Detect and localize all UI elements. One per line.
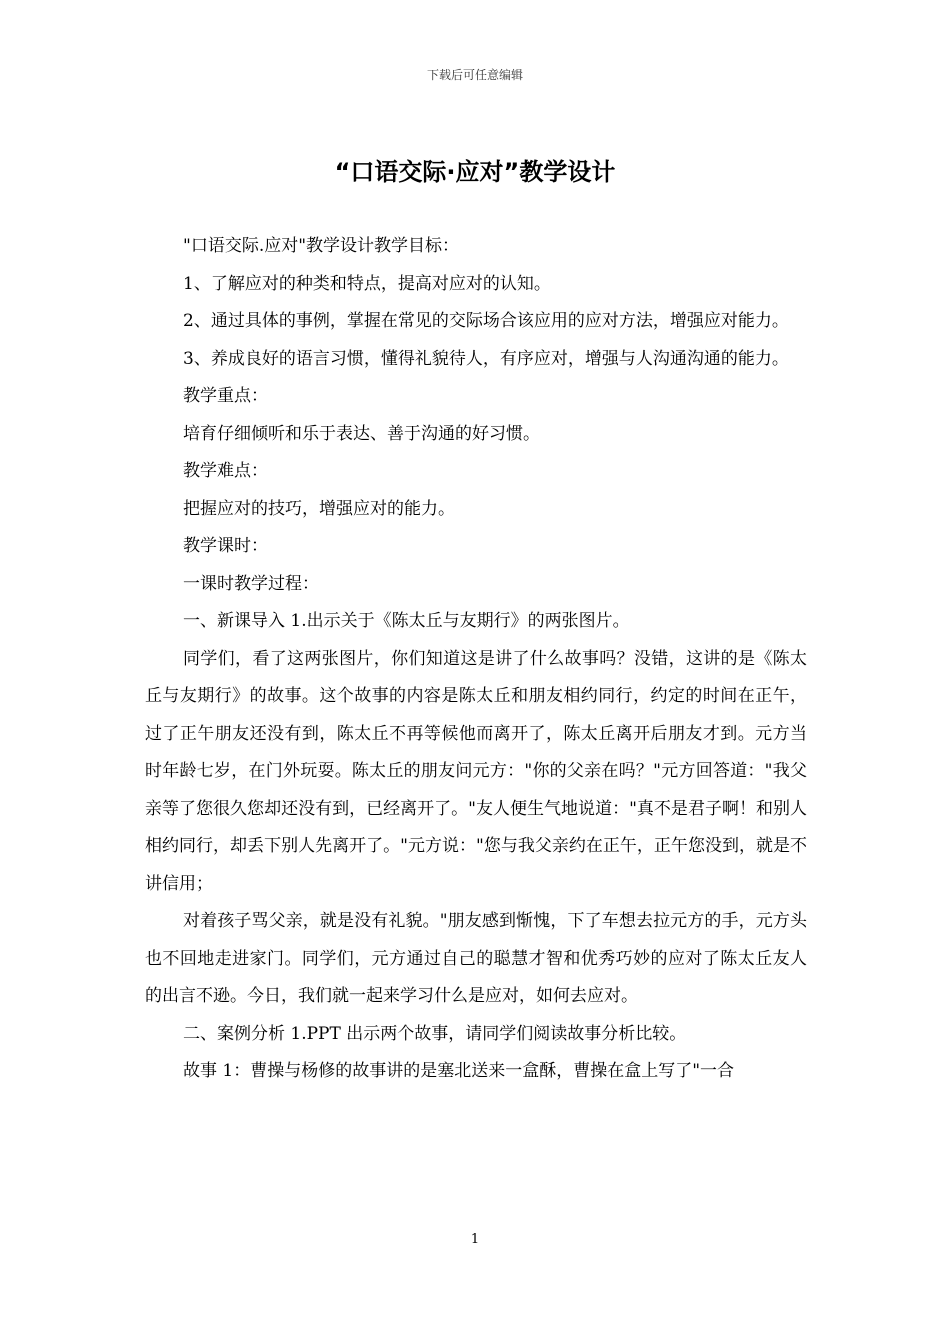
paragraph: "口语交际.应对"教学设计教学目标：	[183, 236, 460, 256]
paragraph: 对着孩子骂父亲，就是没有礼貌。"朋友感到惭愧，下了车想去拉元方的手，元方头也不回地走进家门。同学们，元方通过自己的聪慧才智和优秀巧妙的应对了陈太丘友人的出言不逊。今日，我们就一起来学习什么是应对，如何去应对。	[145, 911, 807, 1006]
page-number: 1	[470, 1232, 480, 1247]
page-header: 下载后可任意编辑	[426, 68, 523, 82]
paragraph: 教学难点：	[183, 461, 268, 481]
paragraph: 一课时教学过程：	[183, 573, 319, 594]
paragraph: 二、案例分析 1.PPT 出示两个故事，请同学们阅读故事分析比较。	[183, 1023, 687, 1044]
paragraph: 教学课时：	[183, 536, 268, 556]
paragraph: 把握应对的技巧，增强应对的能力。	[183, 498, 455, 519]
paragraph: 一、新课导入 1.出示关于《陈太丘与友期行》的两张图片。	[183, 611, 630, 631]
paragraph: 同学们，看了这两张图片，你们知道这是讲了什么故事吗？没错，这讲的是《陈太丘与友期行》的故事。这个故事的内容是陈太丘和朋友相约同行，约定的时间在正午，过了正午朋友还没有到，陈太丘不再等候他而离开了，陈太丘离开后朋友才到。元方当时年龄七岁，在门外玩耍。陈太丘的朋友问元方："你的父亲在吗？"元方回答道："我父亲等了您很久您却还没有到，已经离开了。"友人便生气地说道："真不是君子啊！和别人相约同行，却丢下别人先离开了。"元方说："您与我父亲约在正午，正午您没到，就是不讲信用；	[145, 648, 807, 894]
paragraph: 故事 1：曹操与杨修的故事讲的是塞北送来一盒酥，曹操在盒上写了"一合	[183, 1061, 735, 1081]
paragraph: 3、养成良好的语言习惯，懂得礼貌待人，有序应对，增强与人沟通沟通的能力。	[183, 348, 789, 369]
paragraph: 培育仔细倾听和乐于表达、善于沟通的好习惯。	[183, 423, 540, 444]
document-title: “口语交际·应对”教学设计	[334, 158, 616, 186]
paragraph: 1、了解应对的种类和特点，提高对应对的认知。	[183, 273, 551, 294]
document-body	[145, 228, 807, 1091]
paragraph: 教学重点：	[183, 386, 268, 406]
paragraph: 2、通过具体的事例，掌握在常见的交际场合该应用的应对方法，增强应对能力。	[183, 311, 789, 331]
